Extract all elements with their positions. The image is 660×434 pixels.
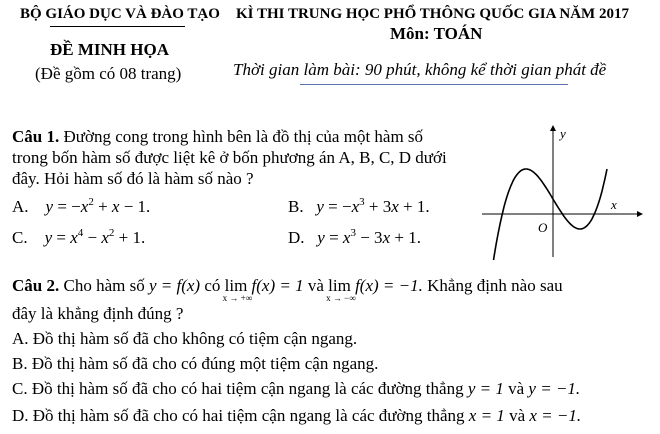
time-note-underline	[300, 84, 568, 85]
q1-text-1: Đường cong trong hình bên là đồ thị của một hàm số	[63, 127, 424, 146]
header-left-divider	[50, 26, 185, 27]
q1-line-1	[12, 127, 423, 147]
limit-minus-inf: lim x → −∞	[326, 276, 356, 303]
q2-line-1: Câu 2. Cho hàm số y = f(x) có lim x → +∞ f(x) = 1 và lim x → −∞ f(x) = −1. Khẳng định nào sau	[12, 276, 563, 303]
q2-option-d: D. Đồ thị hàm số đã cho có hai tiệm cận ngang là các đường thẳng x = 1 và x = −1.	[12, 406, 582, 425]
document-type: ĐỀ MINH HỌA	[50, 40, 169, 59]
q1-option-d: D. $y = x^3 - 3x + 1$.	[288, 227, 421, 247]
function-graph	[482, 122, 652, 260]
page-count-note: (Đề gồm có 08 trang)	[35, 64, 182, 83]
q2-line-2: đây là khẳng định đúng ?	[12, 304, 184, 323]
q2-label: Câu 2.	[12, 276, 60, 295]
x-axis-label: x	[611, 197, 617, 212]
q1-text-2: trong bốn hàm số được liệt kê ở bốn phương án A, B, C, D dưới	[12, 148, 447, 167]
y-axis-label: y	[560, 126, 566, 141]
exam-title: KÌ THI TRUNG HỌC PHỔ THÔNG QUỐC GIA NĂM 2017	[236, 6, 629, 22]
q1-text-3: đây. Hỏi hàm số đó là hàm số nào ?	[12, 169, 254, 188]
subject-name: Môn: TOÁN	[390, 24, 483, 43]
q1-label: Câu 1.	[12, 127, 60, 146]
q2-option-a: A. Đồ thị hàm số đã cho không có tiệm cận ngang.	[12, 329, 358, 348]
q2-option-b: B. Đồ thị hàm số đã cho có đúng một tiệm cận ngang.	[12, 354, 379, 373]
q1-option-a: A. $y = -x^2 + x - 1$.	[12, 196, 151, 216]
ministry-name: BỘ GIÁO DỤC VÀ ĐÀO TẠO	[20, 6, 220, 22]
limit-plus-inf: lim x → +∞	[222, 276, 253, 303]
time-note: Thời gian làm bài: 90 phút, không kể thời gian phát đề	[233, 60, 607, 79]
q1-option-b: B. $y = -x^3 + 3x + 1$.	[288, 196, 430, 216]
q2-option-c: C. Đồ thị hàm số đã cho có hai tiệm cận ngang là các đường thẳng y = 1 và y = −1.	[12, 379, 581, 398]
origin-label: O	[538, 220, 548, 235]
q1-option-c: C. $y = x^4 - x^2 + 1$.	[12, 227, 146, 247]
